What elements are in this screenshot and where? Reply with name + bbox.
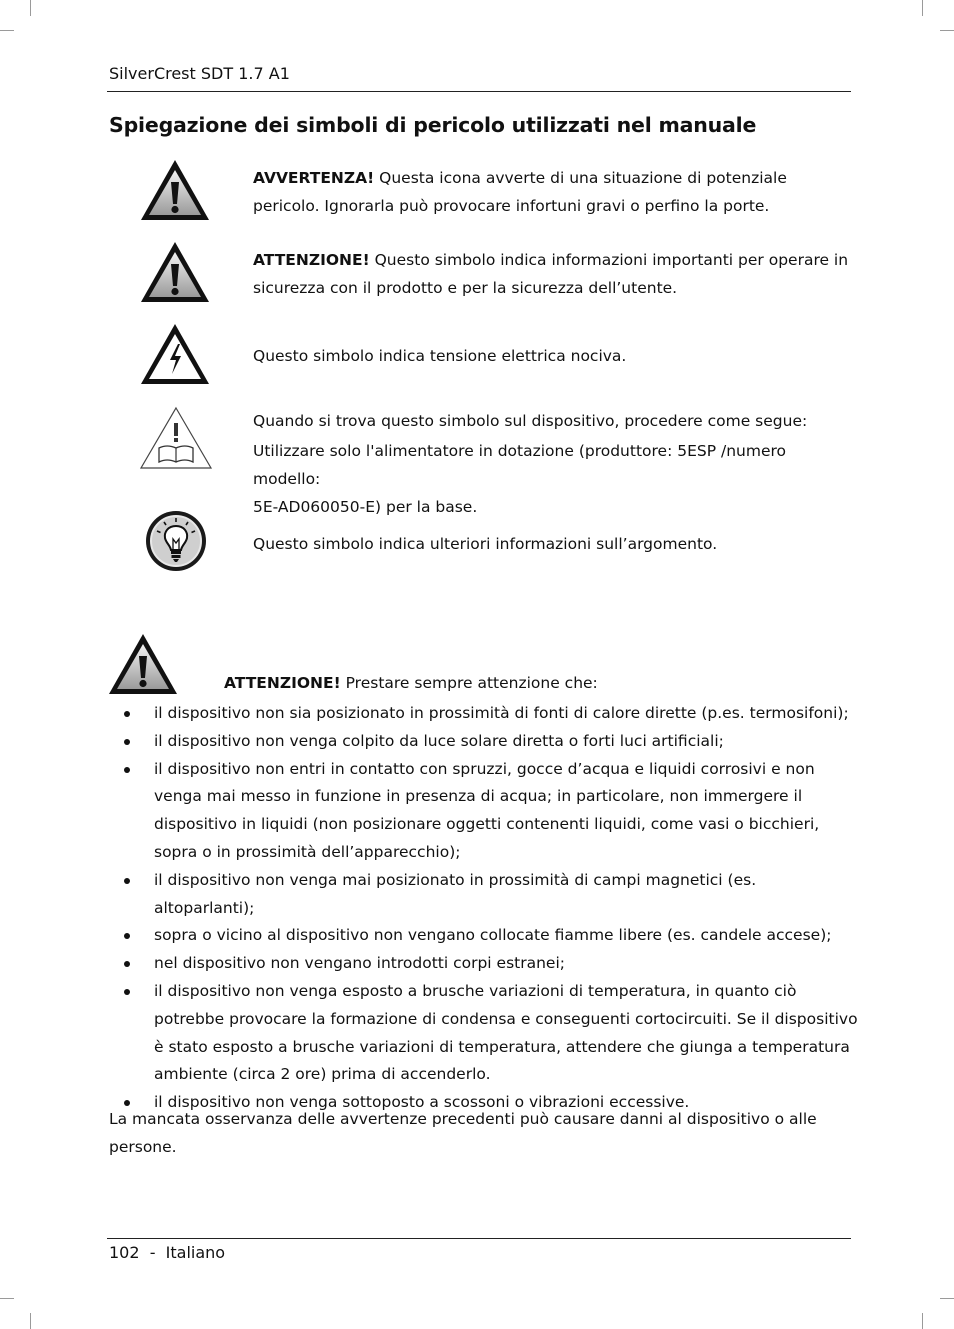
lightbulb-icon: [144, 509, 208, 573]
header-rule: [107, 91, 851, 92]
crop-mark: [922, 1313, 923, 1329]
warning-label: AVVERTENZA!: [253, 169, 375, 187]
symbol-caution-text: [253, 246, 853, 302]
footer-separator: -: [149, 1243, 156, 1262]
attention-list: [120, 700, 860, 1117]
crop-mark: [940, 30, 954, 31]
bullet-dot: [124, 767, 130, 773]
crop-mark: [0, 1298, 14, 1299]
list-item: [120, 728, 860, 756]
list-item-text: il dispositivo non sia posizionato in prossimità di fonti di calore dirette (p.es. termosifoni);: [154, 704, 849, 722]
list-item: [120, 867, 860, 923]
bullet-dot: [124, 933, 130, 939]
header-product-name: SilverCrest SDT 1.7 A1: [109, 64, 290, 83]
crop-mark: [940, 1298, 954, 1299]
page-footer: [109, 1243, 225, 1262]
list-item-text: nel dispositivo non vengano introdotti corpi estranei;: [154, 954, 565, 973]
list-item-text: sopra o vicino al dispositivo non vengano collocate fiamme libere (es. candele accese);: [154, 926, 832, 945]
lightbulb-description: Questo simbolo indica ulteriori informazioni sull’argomento.: [253, 535, 718, 553]
read-manual-icon: [139, 406, 213, 470]
electric-description: Questo simbolo indica tensione elettrica nociva.: [253, 347, 627, 365]
section-title: Spiegazione dei simboli di pericolo utilizzati nel manuale: [109, 113, 757, 137]
list-item-text: il dispositivo non venga esposto a brusche variazioni di temperatura, in quanto ciò potrebbe provocare la formazione di condensa e conseguenti cortocircuiti. Se il dispositivo è stato esposto a brusche variazioni di temperatura, attendere che giunga a temperatura ambiente (circa 2 ore) prima di accenderlo.: [154, 981, 858, 1084]
attention-heading: [224, 669, 824, 697]
attention-intro: Prestare sempre attenzione che:: [345, 674, 598, 692]
crop-mark: [922, 0, 923, 16]
list-item-text: il dispositivo non venga sottoposto a scossoni o vibrazioni eccessive.: [154, 1093, 690, 1112]
caution-description-line1: Questo simbolo indica informazioni importanti per operare in: [374, 251, 849, 269]
caution-description-line2: sicurezza con il prodotto e per la sicurezza dell’utente.: [253, 279, 678, 297]
warning-triangle-icon: [139, 158, 211, 222]
warning-description-line1: Questa icona avverte di una situazione di potenziale: [379, 169, 787, 187]
caution-triangle-icon: [139, 240, 211, 304]
page-number: 102: [109, 1243, 140, 1262]
closing-note: La mancata osservanza delle avvertenze precedenti può causare danni al dispositivo o alle persone.: [109, 1110, 817, 1156]
list-item-text: il dispositivo non entri in contatto con spruzzi, gocce d’acqua e liquidi corrosivi e non venga mai messo in funzione in presenza di acqua; in particolare, non immergere il dispositivo in liquidi (non posizionare oggetti contenenti liquidi, come vasi o bicchieri, sopra o in prossimità dell’apparecchio);: [154, 759, 820, 861]
list-item: [120, 922, 860, 950]
bullet-dot: [124, 989, 130, 995]
bullet-dot: [124, 711, 130, 717]
attention-label: ATTENZIONE!: [224, 674, 341, 692]
electric-shock-icon: [139, 322, 211, 386]
bullet-dot: [124, 878, 130, 884]
crop-mark: [0, 30, 14, 31]
symbol-manual-text: [253, 407, 853, 521]
list-item-text: il dispositivo non venga colpito da luce solare diretta o forti luci artificiali;: [154, 731, 724, 750]
footer-rule: [107, 1238, 851, 1239]
footer-language: Italiano: [165, 1243, 226, 1262]
list-item: [120, 978, 860, 1089]
bullet-dot: [124, 739, 130, 745]
list-item: [120, 950, 860, 978]
manual-description-line3: 5E-AD060050-E) per la base.: [253, 498, 478, 516]
caution-label: ATTENZIONE!: [253, 251, 370, 269]
attention-triangle-icon: [107, 632, 179, 696]
manual-description-line2: Utilizzare solo l'alimentatore in dotazione (produttore: 5ESP /numero modello:: [253, 442, 787, 488]
manual-description-line1: Quando si trova questo simbolo sul dispositivo, procedere come segue:: [253, 412, 808, 430]
bullet-dot: [124, 961, 130, 967]
list-item: [120, 756, 860, 867]
symbol-warning-text: [253, 164, 853, 220]
warning-description-line2: pericolo. Ignorarla può provocare infortuni gravi o perfino la porte.: [253, 197, 770, 215]
crop-mark: [30, 1313, 31, 1329]
list-item-text: il dispositivo non venga mai posizionato in prossimità di campi magnetici (es. altoparlanti);: [154, 870, 757, 917]
crop-mark: [30, 0, 31, 16]
list-item: [120, 700, 860, 728]
